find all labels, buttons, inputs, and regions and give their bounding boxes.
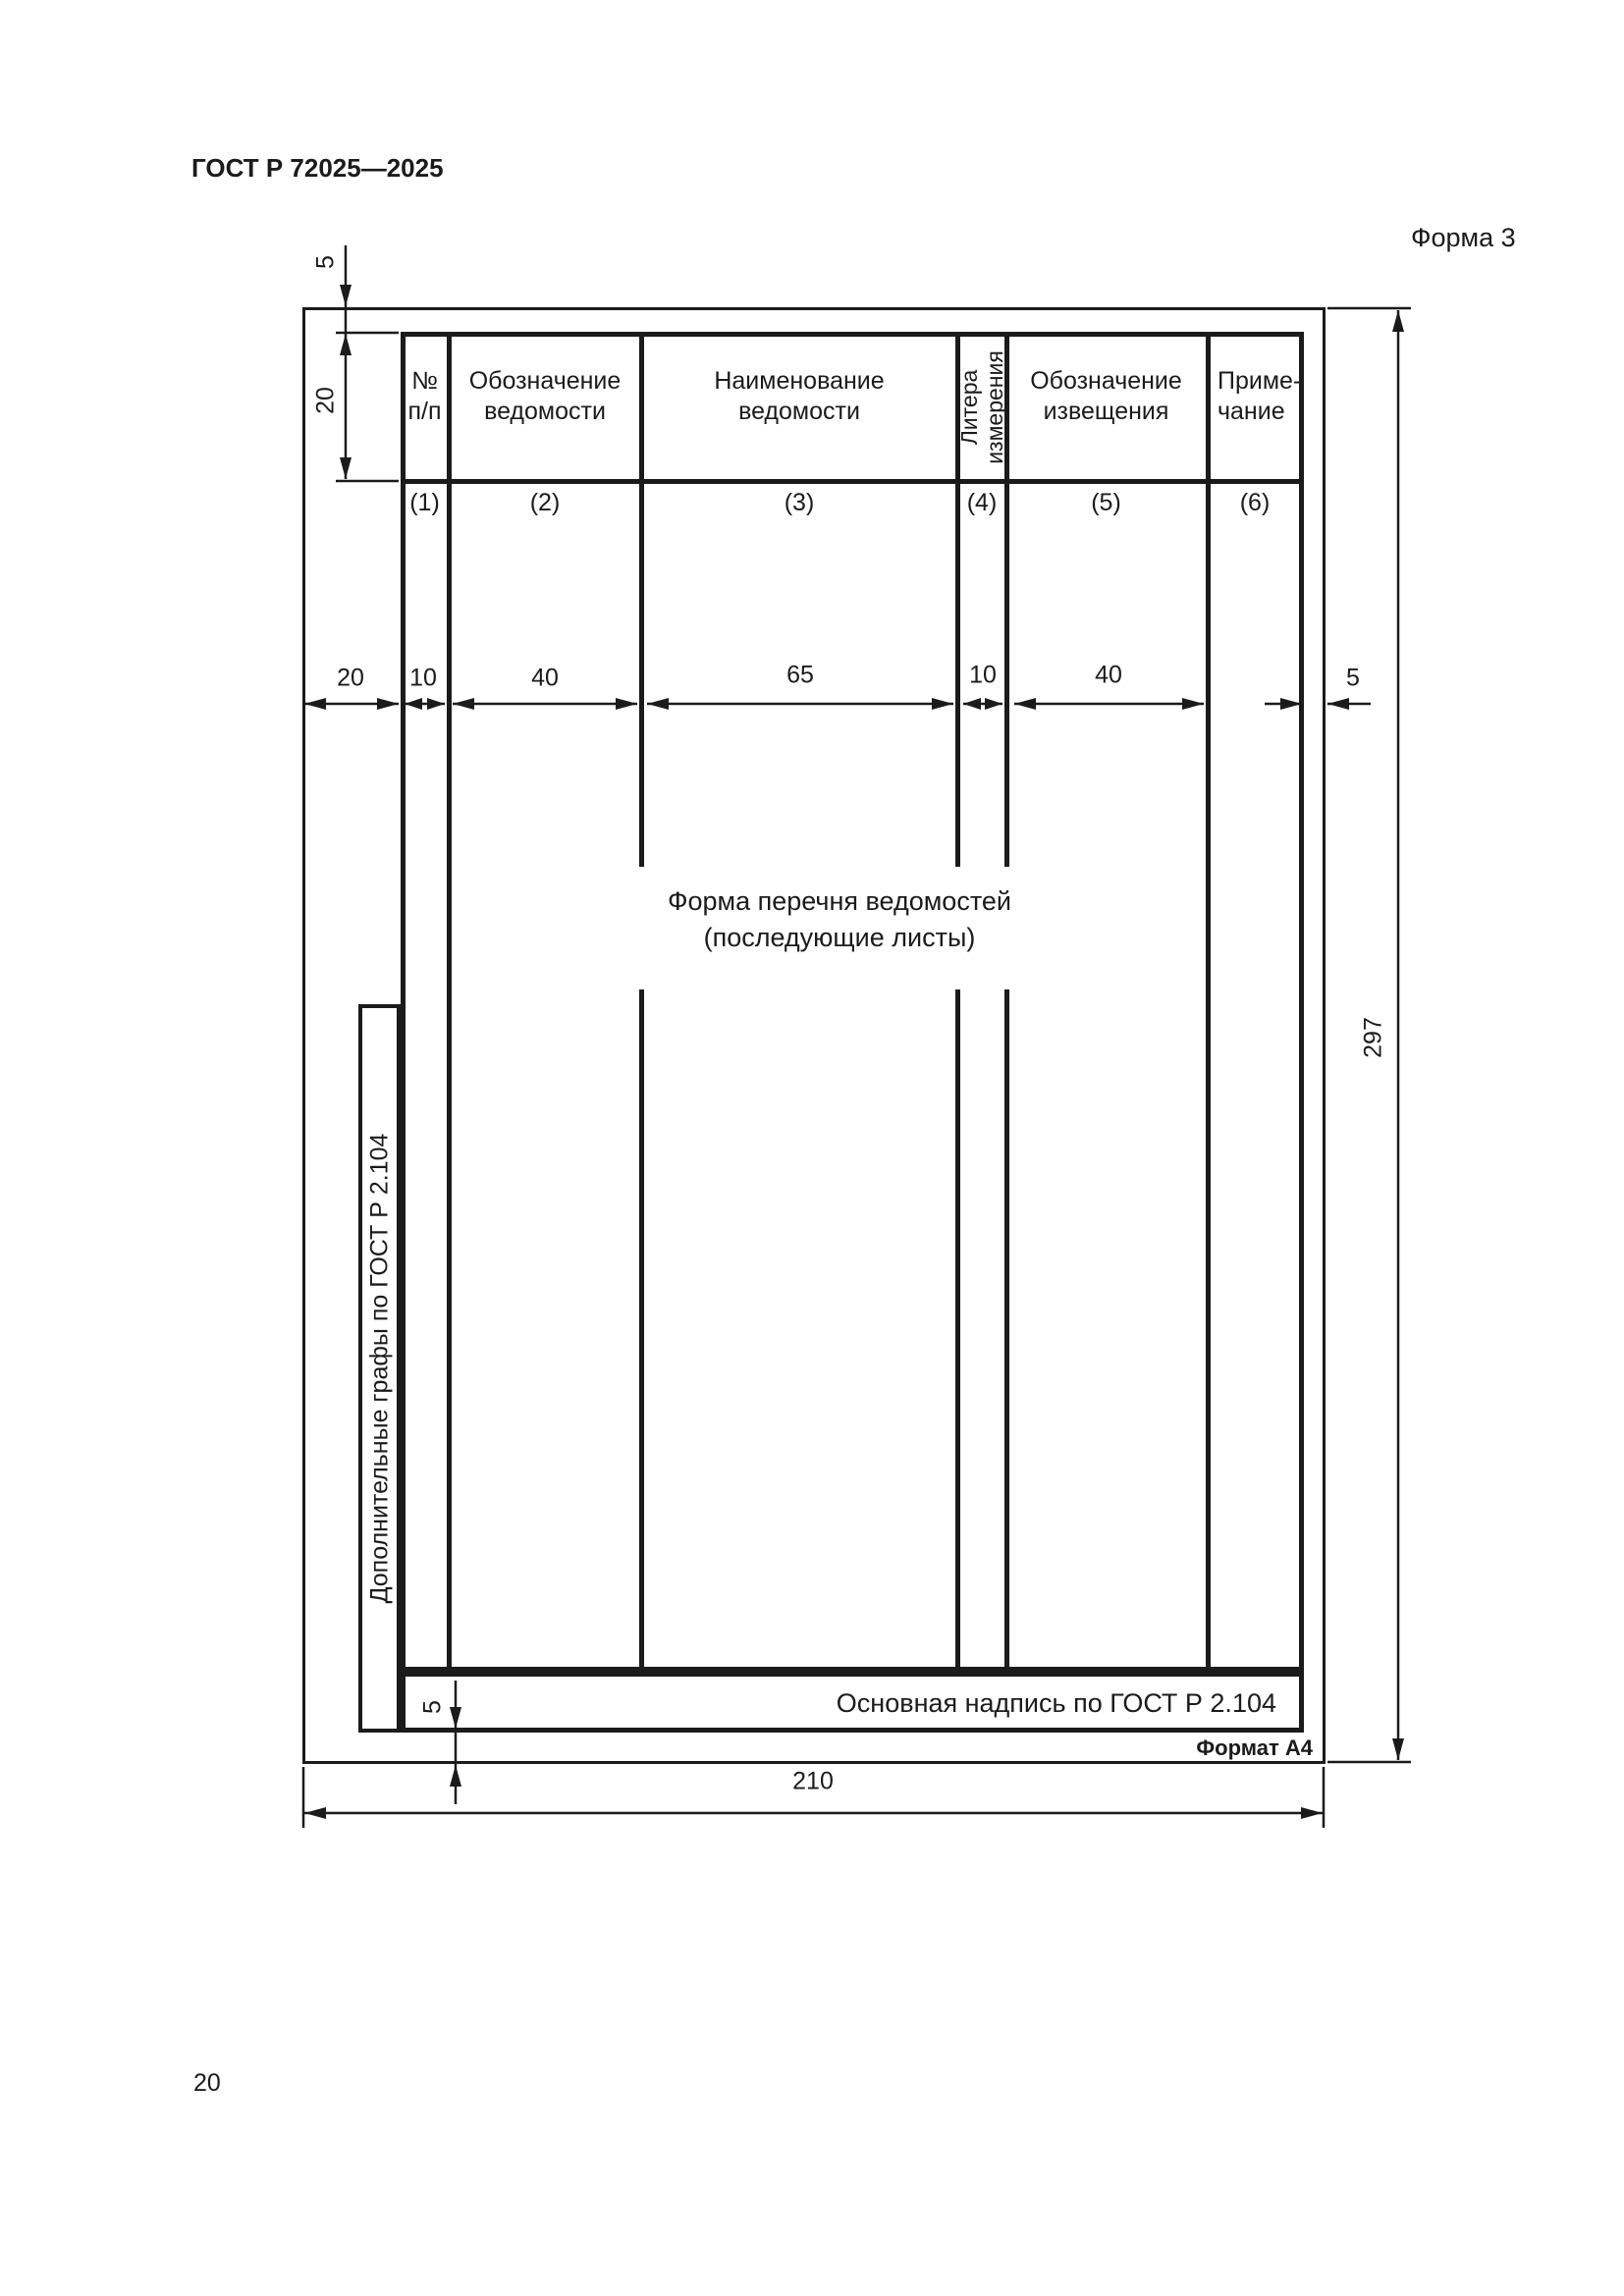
dim-col2-width: 40 [531,664,559,692]
dim-col5-width: 40 [1095,661,1122,689]
title-block-note: Основная надпись по ГОСТ Р 2.104 [836,1688,1276,1718]
dim-header-height: 20 [311,387,340,414]
format-note: Формат А4 [1196,1735,1313,1760]
column-line-2-lower [639,989,644,1672]
additional-columns-note: Дополнительные графы по ГОСТ Р 2.104 [365,1133,394,1604]
form-caption: Форма 3 [1411,223,1516,252]
standard-number: ГОСТ Р 72025—2025 [191,153,444,183]
dim-right-margin: 5 [1346,664,1360,692]
col-number-3: (3) [784,489,815,516]
dim-left-margin: 20 [337,664,364,692]
column-line-4-lower [1004,989,1009,1672]
col-number-2: (2) [529,489,561,516]
gost-document-page: ГОСТ Р 72025—2025 Форма 3 20 № п/п Обозначение ведомости Наименование ведомости Литера измерения Обозначение извещения Приме- чание (1) (2) (3) (4) (5) (6) Форма перечня ведомостей (последующие листы) Дополнительные графы по ГОСТ Р 2.104 Основная надпись по ГОСТ Р 2.104 Формат А4 5 20 20 10 40 65 10 40 5 5 210 297 [0,0,1624,2296]
body-caption-line2: (последующие листы) [703,923,976,952]
dim-col3-width: 65 [786,661,814,689]
body-caption [597,883,1082,956]
column-line-1 [447,332,452,1672]
col-header-item-no-line1: № [411,367,438,395]
table-header-separator [401,479,1304,484]
body-caption-line1: Форма перечня ведомостей [668,886,1011,916]
page-number: 20 [193,2069,221,2097]
col-header-item-no [401,366,449,427]
col-number-5: (5) [1091,489,1121,516]
col-header-notice-designation: Обозначение извещения [1030,367,1182,425]
col-header-item-no-line2: п/п [407,398,442,425]
col-number-4: (4) [966,489,998,516]
col-header-vedomost-name: Наименование ведомости [714,367,885,425]
dim-top-margin: 5 [311,255,340,269]
col-header-vedomost-designation: Обозначение ведомости [468,367,622,425]
col-number-6: (6) [1239,489,1271,516]
column-line-5 [1206,332,1211,1672]
column-line-3-lower [955,989,960,1672]
dim-sheet-width: 210 [792,1767,834,1795]
col-header-remark: Приме- чание [1218,367,1302,425]
col-number-1: (1) [409,489,440,516]
dim-bottom-margin: 5 [418,1700,447,1714]
dim-col1-width: 10 [409,664,437,692]
form-table-outline [401,332,1304,1672]
dim-col4-width: 10 [969,661,997,689]
dim-sheet-height: 297 [1359,1017,1387,1058]
